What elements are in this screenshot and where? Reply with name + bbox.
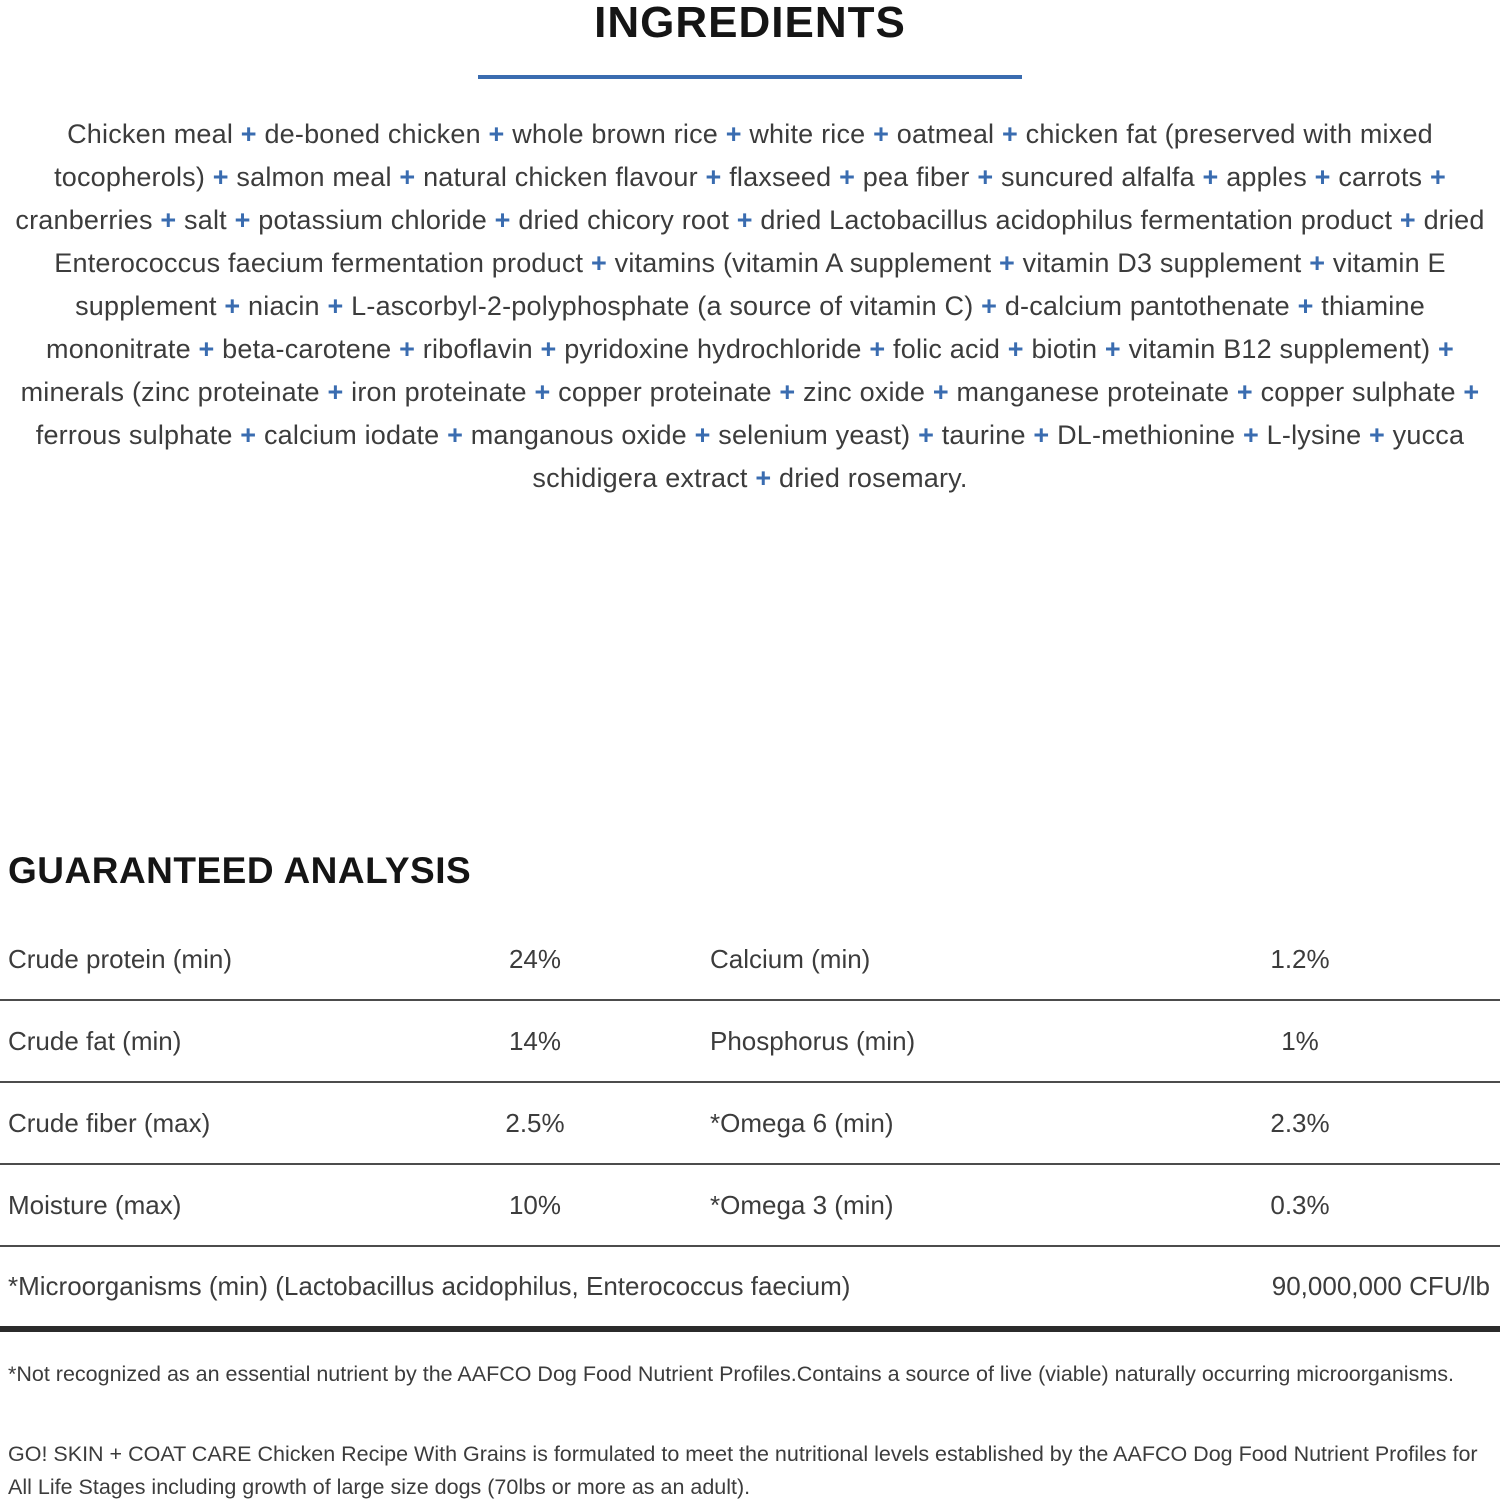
analysis-label: Phosphorus (min) <box>710 1025 916 1056</box>
plus-separator-icon: + <box>1309 248 1326 278</box>
analysis-label: Crude protein (min) <box>8 943 232 974</box>
plus-separator-icon: + <box>534 377 551 407</box>
plus-separator-icon: + <box>1438 334 1454 364</box>
plus-separator-icon: + <box>779 377 796 407</box>
analysis-label: Calcium (min) <box>710 943 871 974</box>
plus-separator-icon: + <box>224 291 241 321</box>
guaranteed-analysis-title: GUARANTEED ANALYSIS <box>8 850 472 891</box>
plus-separator-icon: + <box>705 162 722 192</box>
microorganisms-row <box>0 1247 1500 1332</box>
plus-separator-icon: + <box>160 205 177 235</box>
ingredients-divider <box>478 75 1022 79</box>
guaranteed-analysis-section <box>0 852 1500 1332</box>
plus-separator-icon: + <box>755 463 772 493</box>
analysis-label: *Omega 6 (min) <box>710 1107 894 1138</box>
plus-separator-icon: + <box>240 119 257 149</box>
plus-separator-icon: + <box>327 291 344 321</box>
plus-separator-icon: + <box>240 420 257 450</box>
plus-separator-icon: + <box>447 420 464 450</box>
plus-separator-icon: + <box>234 205 251 235</box>
ingredients-title: INGREDIENTS <box>594 0 906 47</box>
analysis-label: Crude fat (min) <box>8 1025 182 1056</box>
analysis-label: *Omega 3 (min) <box>710 1189 894 1220</box>
analysis-row <box>0 1165 1500 1247</box>
plus-separator-icon: + <box>1007 334 1024 364</box>
plus-separator-icon: + <box>494 205 511 235</box>
plus-separator-icon: + <box>540 334 557 364</box>
analysis-label: Crude fiber (max) <box>8 1107 211 1138</box>
guaranteed-analysis-table <box>0 919 1500 1247</box>
microorganisms-label: *Microorganisms (min) (Lactobacillus acidophilus, Enterococcus faecium) <box>8 1271 851 1301</box>
plus-separator-icon: + <box>873 119 890 149</box>
plus-separator-icon: + <box>736 205 753 235</box>
plus-separator-icon: + <box>1202 162 1219 192</box>
plus-separator-icon: + <box>1399 205 1416 235</box>
analysis-value: 1.2% <box>1270 943 1330 974</box>
plus-separator-icon: + <box>839 162 856 192</box>
analysis-value: 10% <box>508 1189 562 1220</box>
ingredients-section <box>0 0 1500 500</box>
plus-separator-icon: + <box>999 248 1015 278</box>
plus-separator-icon: + <box>1369 420 1385 450</box>
plus-separator-icon: + <box>590 248 607 278</box>
plus-separator-icon: + <box>932 377 949 407</box>
analysis-value: 0.3% <box>1270 1189 1330 1220</box>
plus-separator-icon: + <box>399 162 416 192</box>
plus-separator-icon: + <box>399 334 416 364</box>
plus-separator-icon: + <box>212 162 229 192</box>
plus-separator-icon: + <box>694 420 711 450</box>
aafco-footnote: *Not recognized as an essential nutrient by the AAFCO Dog Food Nutrient Profiles.Contains a source of live (viable) naturally occurring microorganisms. <box>8 1362 1454 1386</box>
plus-separator-icon: + <box>1314 162 1331 192</box>
plus-separator-icon: + <box>198 334 215 364</box>
analysis-value: 2.3% <box>1270 1107 1330 1138</box>
plus-separator-icon: + <box>1242 420 1259 450</box>
plus-separator-icon: + <box>1104 334 1121 364</box>
plus-separator-icon: + <box>981 291 998 321</box>
analysis-row <box>0 919 1500 1001</box>
analysis-label: Moisture (max) <box>8 1189 182 1220</box>
plus-separator-icon: + <box>1297 291 1314 321</box>
analysis-value: 14% <box>508 1025 562 1056</box>
plus-separator-icon: + <box>725 119 742 149</box>
plus-separator-icon: + <box>1429 162 1446 192</box>
plus-separator-icon: + <box>1033 420 1050 450</box>
analysis-row <box>0 1083 1500 1165</box>
analysis-value: 2.5% <box>505 1107 565 1138</box>
plus-separator-icon: + <box>327 377 344 407</box>
microorganisms-value: 90,000,000 CFU/lb <box>1271 1271 1490 1301</box>
plus-separator-icon: + <box>869 334 886 364</box>
plus-separator-icon: + <box>977 162 994 192</box>
plus-separator-icon: + <box>1463 377 1480 407</box>
analysis-value: 24% <box>508 943 562 974</box>
analysis-value: 1% <box>1281 1025 1319 1056</box>
formulation-note: GO! SKIN + COAT CARE Chicken Recipe With Grains is formulated to meet the nutritional levels established by the AAFCO Dog Food Nutrient Profiles for All Life Stages including growth of large size dogs (70lbs or more as an adult). <box>8 1442 1478 1499</box>
ingredients-text: Chicken meal + de-boned chicken + whole brown rice + white rice + oatmeal + chicken fat (preserved with mixed tocopherols) + salmon meal + natural chicken flavour + flaxseed + pea fiber + suncured alfalfa + apples + carrots + cranberries + salt + potassium chloride + dried chicory root + dried Lactobacillus acidophilus fermentation product + dried Enterococcus faecium fermentation product + vitamins (vitamin A supplement + vitamin D3 supplement + vitamin E supplement + niacin + L-ascorbyl-2-polyphosphate (a source of vitamin C) + d-calcium pantothenate + thiamine mononitrate + beta-carotene + riboflavin + pyridoxine hydrochloride + folic acid + biotin + vitamin B12 supplement) + minerals (zinc proteinate + iron proteinate + copper proteinate + zinc oxide + manganese proteinate + copper sulphate + ferrous sulphate + calcium iodate + manganous oxide + selenium yeast) + taurine + DL-methionine + L-lysine + yucca schidigera extract + dried rosemary. <box>15 119 1485 493</box>
plus-separator-icon: + <box>1001 119 1018 149</box>
plus-separator-icon: + <box>918 420 935 450</box>
plus-separator-icon: + <box>1236 377 1253 407</box>
plus-separator-icon: + <box>488 119 505 149</box>
analysis-row <box>0 1001 1500 1083</box>
